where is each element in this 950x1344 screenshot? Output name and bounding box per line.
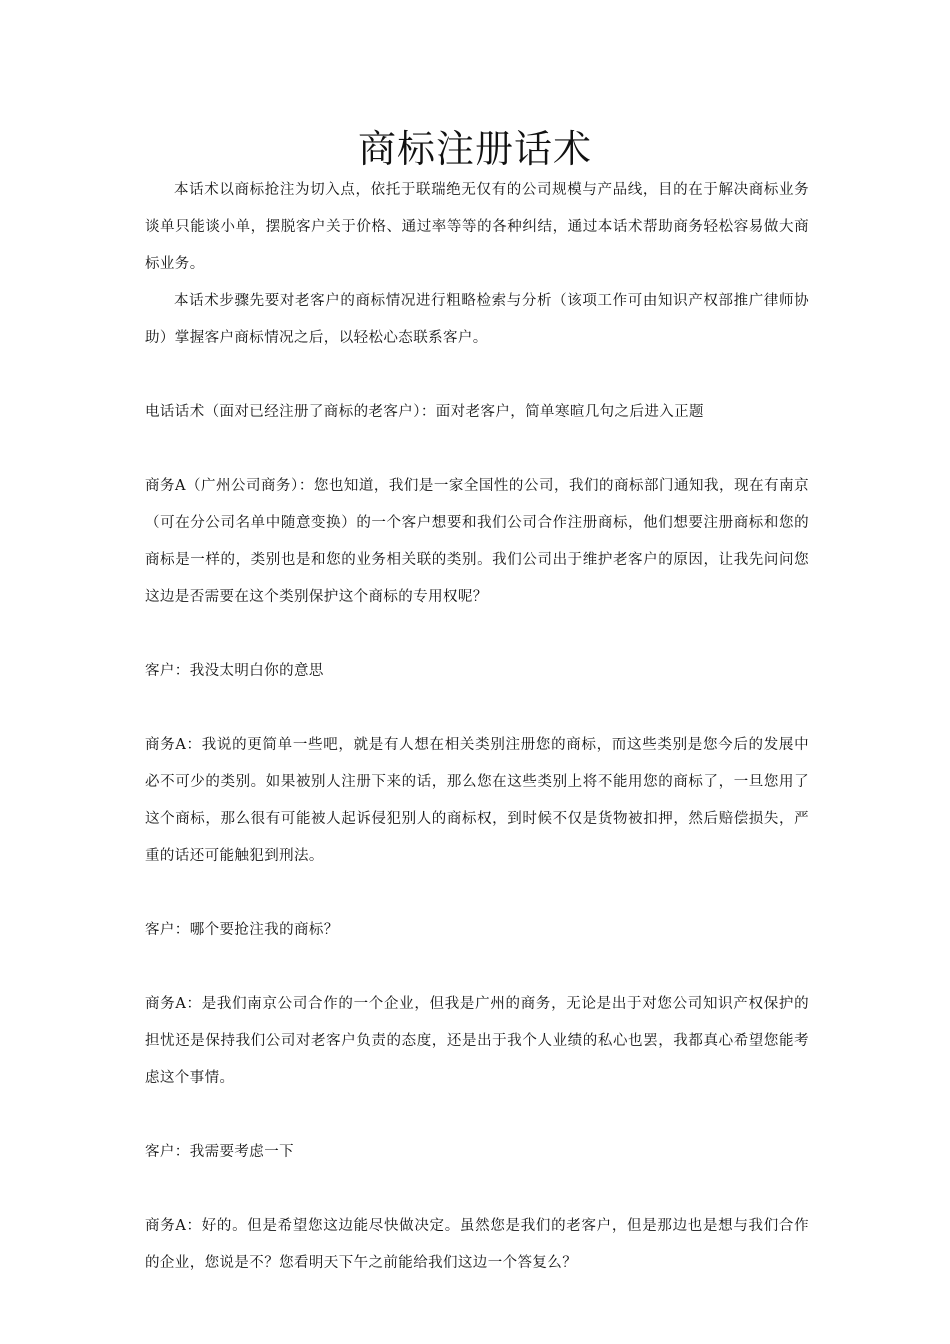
dialogue-customer-3: 客户：我需要考虑一下 [145, 1144, 294, 1160]
intro-paragraph: 本话术以商标抢注为切入点，依托于联瑞绝无仅有的公司规模与产品线，目的在于解决商标业务谈单只能谈小单，摆脱客户关于价格、通过率等等的各种纠结，通过本话术帮助商务轻松容易做大商标业务。 [145, 182, 809, 272]
dialogue-agent-3: 商务A：是我们南京公司合作的一个企业，但我是广州的商务，无论是出于对您公司知识产权保护的担忧还是保持我们公司对老客户负责的态度，还是出于我个人业绩的私心也罢，我都真心希望您能考虑这个事情。 [145, 996, 809, 1086]
document-body [145, 172, 809, 1282]
script-heading: 电话话术（面对已经注册了商标的老客户）：面对老客户，简单寒暄几句之后进入正题 [145, 404, 704, 420]
document-title: 商标注册话术 [357, 127, 592, 171]
steps-paragraph: 本话术步骤先要对老客户的商标情况进行粗略检索与分析（该项工作可由知识产权部推广律师协助）掌握客户商标情况之后，以轻松心态联系客户。 [145, 293, 809, 346]
dialogue-agent-2: 商务A：我说的更简单一些吧，就是有人想在相关类别注册您的商标，而这些类别是您今后的发展中必不可少的类别。如果被别人注册下来的话，那么您在这些类别上将不能用您的商标了，一旦您用了这个商标，那么很有可能被人起诉侵犯别人的商标权，到时候不仅是货物被扣押，然后赔偿损失，严重的话还可能触犯到刑法。 [145, 737, 809, 864]
dialogue-customer-1: 客户：我没太明白你的意思 [145, 663, 324, 679]
dialogue-agent-4: 商务A：好的。但是希望您这边能尽快做决定。虽然您是我们的老客户，但是那边也是想与我们合作的企业，您说是不？您看明天下午之前能给我们这边一个答复么？ [145, 1218, 809, 1271]
dialogue-agent-1: 商务A（广州公司商务）：您也知道，我们是一家全国性的公司，我们的商标部门通知我，现在有南京（可在分公司名单中随意变换）的一个客户想要和我们公司合作注册商标，他们想要注册商标和您的商标是一样的，类别也是和您的业务相关联的类别。我们公司出于维护老客户的原因，让我先问问您这边是否需要在这个类别保护这个商标的专用权呢？ [145, 478, 809, 605]
dialogue-customer-2: 客户：哪个要抢注我的商标？ [145, 922, 339, 938]
